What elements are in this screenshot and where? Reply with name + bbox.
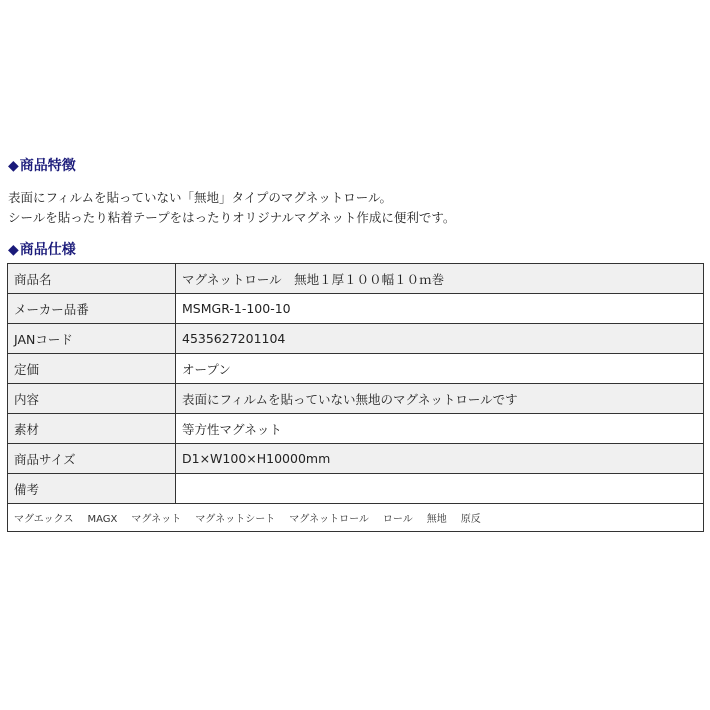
features-line-2: シールを貼ったり粘着テープをはったりオリジナルマグネット作成に便利です。 <box>8 210 456 225</box>
spec-label: 商品サイズ <box>8 444 176 474</box>
spec-value: 表面にフィルムを貼っていない無地のマグネットロールです <box>176 384 704 414</box>
spec-label: メーカー品番 <box>8 294 176 324</box>
features-heading-text: 商品特徴 <box>19 158 76 174</box>
diamond-icon: ◆ <box>8 242 19 258</box>
tag: 無地 <box>426 514 447 525</box>
spec-row-list-price <box>8 354 704 384</box>
tag-list <box>8 504 704 532</box>
tag: ロール <box>382 514 413 525</box>
tag: マグネット <box>131 514 182 525</box>
spec-row-tags <box>8 504 704 532</box>
spec-row-size <box>8 444 704 474</box>
specs-heading <box>8 241 76 259</box>
spec-value: 等方性マグネット <box>176 414 704 444</box>
spec-value: MSMGR-1-100-10 <box>176 294 704 324</box>
spec-value: マグネットロール 無地１厚１００幅１０ｍ巻 <box>176 264 704 294</box>
spec-row-jan-code <box>8 324 704 354</box>
spec-label: 備考 <box>8 474 176 504</box>
spec-label: 商品名 <box>8 264 176 294</box>
spec-table <box>7 263 704 532</box>
spec-value: 4535627201104 <box>176 324 704 354</box>
spec-row-contents <box>8 384 704 414</box>
specs-heading-text: 商品仕様 <box>19 242 76 258</box>
spec-row-remarks <box>8 474 704 504</box>
tag: マグネットロール <box>289 514 369 525</box>
features-description <box>8 188 455 228</box>
spec-row-product-name <box>8 264 704 294</box>
tag: マグネットシート <box>195 514 276 525</box>
spec-value: オープン <box>176 354 704 384</box>
spec-label: 内容 <box>8 384 176 414</box>
tag: マグエックス <box>14 514 74 525</box>
spec-row-maker-part-no <box>8 294 704 324</box>
tag: MAGX <box>87 514 118 525</box>
spec-value: D1×W100×H10000mm <box>176 444 704 474</box>
tag: 原反 <box>460 514 481 525</box>
spec-label: JANコード <box>8 324 176 354</box>
spec-label: 素材 <box>8 414 176 444</box>
spec-label: 定価 <box>8 354 176 384</box>
diamond-icon: ◆ <box>8 158 19 174</box>
features-heading <box>8 157 76 175</box>
features-line-1: 表面にフィルムを貼っていない「無地」タイプのマグネットロール。 <box>8 190 393 205</box>
spec-value <box>176 474 704 504</box>
spec-row-material <box>8 414 704 444</box>
